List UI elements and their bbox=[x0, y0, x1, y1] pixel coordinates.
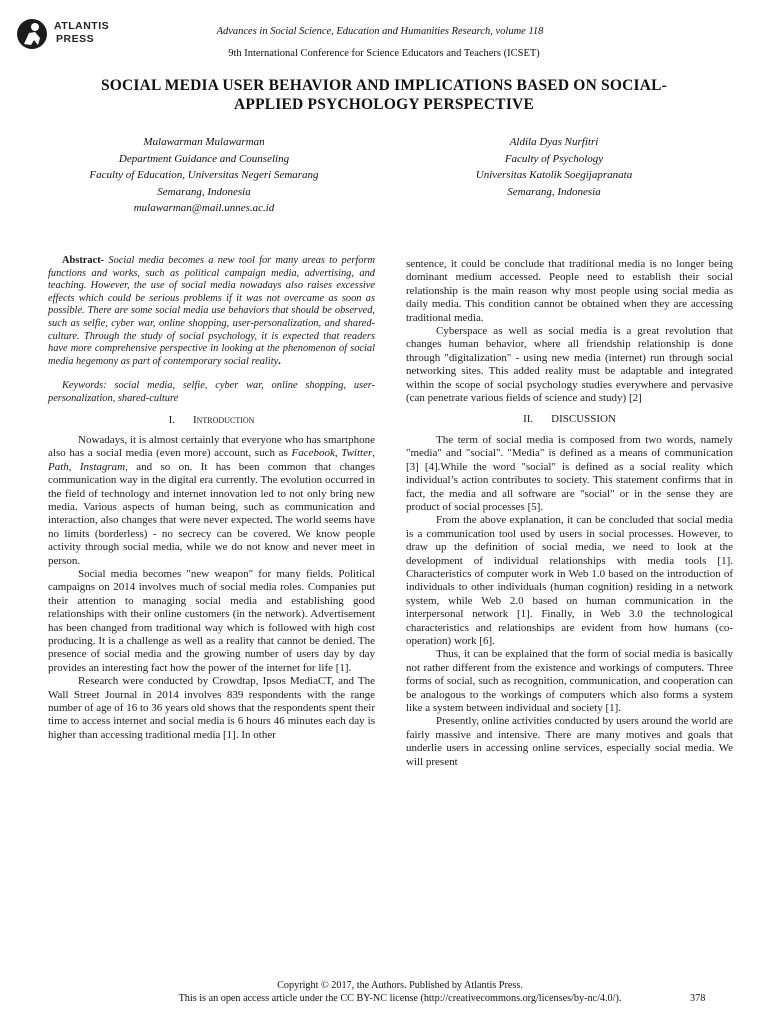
text-run: Nowadays, it is almost certainly that everyone who has smartphone also has a social media (even more) account, such as bbox=[48, 433, 375, 460]
author-department: Faculty of Psychology bbox=[504, 152, 604, 165]
left-column bbox=[48, 255, 375, 742]
section-heading-discussion bbox=[406, 413, 733, 426]
page-footer bbox=[100, 979, 700, 1005]
abstract bbox=[48, 255, 375, 368]
paper-title bbox=[40, 76, 728, 114]
author-faculty: Faculty of Education, Universitas Negeri Semarang bbox=[89, 169, 319, 181]
copyright-notice: Copyright © 2017, the Authors. Published by Atlantis Press. bbox=[277, 980, 523, 991]
body-paragraph-cyberspace: Cyberspace as well as social media is a great revolution that changes human behavior, where all friendship relationship is done through "digitalization" - using new media (internet) run through social networking sites. This added reality must be adaptable and integrated within the scope of social psychology studies everywhere and pervasive (can penetrate various fields of science and study) [2] bbox=[406, 325, 733, 405]
text-run: , and so on. It has been common that changes communication way in the digital era currently. The evolution occurred in the field of technology and internet innovation led to not only bring new media. Various aspects of human being, such as communication and interaction, also changes that were never expected. The world seems have no limits (borderless) - no secrecy can be covered. We know people activity through social media, while we do not know and never meet in person. bbox=[48, 460, 376, 567]
abstract-text: Social media becomes a new tool for many areas to perform functions and works, such as political campaign media, advertising, and teaching. However, the use of social media nowadays also raises excessive effects which could be serious problems if it was not overcame as soon as possible. There are some social media use behaviors that should be observed, such as selfie, cyber war, online shopping, user-personalization, and shared-culture. Through the study of social psychology, it is expected that readers have more comprehensive perspective in looking at the phenomenon of social media hegemony as part of contemporary social reality bbox=[48, 255, 375, 367]
section-number: I. bbox=[168, 413, 175, 426]
paper-title-line-2: APPLIED PSYCHOLOGY PERSPECTIVE bbox=[234, 96, 534, 113]
text-run: , bbox=[372, 447, 375, 460]
text-path: Path bbox=[48, 460, 69, 473]
author-block-1 bbox=[54, 134, 354, 217]
publisher-logo bbox=[16, 16, 126, 56]
discussion-paragraph-3: Thus, it can be explained that the form of social media is basically not rather different from the existence and workings of computers. Three forms of social, such as recognition, communication, and cooperation can be analogous to the workings of computers which also forms a system like a system between individual and society [1]. bbox=[406, 648, 733, 714]
running-header-journal: Advances in Social Science, Education and Humanities Research, volume 118 bbox=[216, 26, 544, 37]
abstract-label: Abstract- bbox=[62, 255, 105, 266]
body-paragraph-continued: sentence, it could be conclude that traditional media is no longer being dominant medium accessed. People need to establish their social relationship is the main reason why most people using social media as daily media. This condition cannot be obtained when they are accessing traditional media. bbox=[406, 258, 733, 324]
section-number: II. bbox=[523, 413, 534, 426]
author-department: Department Guidance and Counseling bbox=[118, 152, 290, 165]
logo-word-atlantis: ATLANTIS bbox=[54, 20, 110, 32]
section-title: DISCUSSION bbox=[551, 413, 616, 426]
paper-title-line-1: SOCIAL MEDIA USER BEHAVIOR AND IMPLICATIONS BASED ON SOCIAL- bbox=[100, 77, 668, 94]
logo-word-press: PRESS bbox=[56, 33, 95, 45]
page-number: 378 bbox=[690, 993, 706, 1004]
abstract-end: . bbox=[278, 355, 281, 367]
right-column bbox=[406, 258, 733, 769]
author-city: Semarang, Indonesia bbox=[157, 185, 251, 198]
text-facebook: Facebook bbox=[291, 447, 335, 460]
text-run: , bbox=[68, 460, 80, 473]
author-block-2 bbox=[404, 134, 704, 200]
intro-paragraph-1 bbox=[48, 434, 375, 568]
intro-paragraph-2: Social media becomes "new weapon" for many fields. Political campaigns on 2014 involves much of social media roles. Companies put their attention to managing social media and establishing good relationships with their online customers (in the network). Advertisement has been changed from traditional way which is followed with high cost producing. It is a challenge as well as a reality that cannot be denied. The presence of social media and the growing number of users day by day provides an interesting fact how the power of the internet for life [1]. bbox=[48, 568, 375, 674]
atlantis-figure-icon bbox=[16, 18, 48, 50]
intro-paragraph-3: Research were conducted by Crowdtap, Ipsos MediaCT, and The Wall Street Journal in 2014 involves 839 respondents with the range number of age of 16 to 36 years old shows that the respondents spent their time to access internet and social media is 6 hours 46 minutes each day is higher than accessing traditional media [1]. In other bbox=[48, 675, 375, 741]
text-run: , bbox=[334, 447, 342, 460]
discussion-paragraph-4: Presently, online activities conducted by users around the world are fairly massive and intensive. There are many motives and goals that underlie users in accessing online services, especially social media. We will present bbox=[406, 715, 733, 768]
discussion-paragraph-2: From the above explanation, it can be concluded that social media is a communication tool used by users in social processes. However, to draw up the definition of social media, we need to look at the development of individual relationships with media tools [1]. Characteristics of computer work in Web 1.0 based on the introduction of individuals to other individuals (human cognition) residing in a network system, while Web 2.0 based on human communication in the interpersonal network [1]. Finally, in Web 3.0 the technological characteristics and relationships are evident from how humans (co-operation) work [6]. bbox=[406, 514, 733, 647]
section-heading-introduction bbox=[48, 414, 375, 427]
text-instagram: Instagram bbox=[79, 460, 126, 473]
author-name: Aldila Dyas Nurfitri bbox=[509, 136, 599, 148]
keywords: Keywords: social media, selfie, cyber war, online shopping, user-personalization, shared-culture bbox=[48, 380, 375, 404]
text-twitter: Twitter bbox=[341, 447, 373, 460]
discussion-paragraph-1: The term of social media is composed from two words, namely "media" and "social". "Media" is defined as a means of communication [3] [4].While the word "social" is defined as a social reality which individual’s action contributes to society. This statement confirms that in fact, the media and all software are "social" or in the sense they are product of social processes [5]. bbox=[406, 433, 733, 513]
author-faculty: Universitas Katolik Soegijapranata bbox=[475, 169, 633, 181]
author-email[interactable]: mulawarman@mail.unnes.ac.id bbox=[133, 202, 275, 214]
section-title: Introduction bbox=[192, 413, 255, 426]
license-notice[interactable]: This is an open access article under the CC BY-NC license (http://creativecommons.org/licenses/by-nc/4.0/). bbox=[178, 993, 622, 1004]
author-city: Semarang, Indonesia bbox=[507, 185, 601, 198]
author-name: Mulawarman Mulawarman bbox=[143, 136, 265, 148]
running-header-conference: 9th International Conference for Science Educators and Teachers (ICSET) bbox=[228, 48, 540, 59]
